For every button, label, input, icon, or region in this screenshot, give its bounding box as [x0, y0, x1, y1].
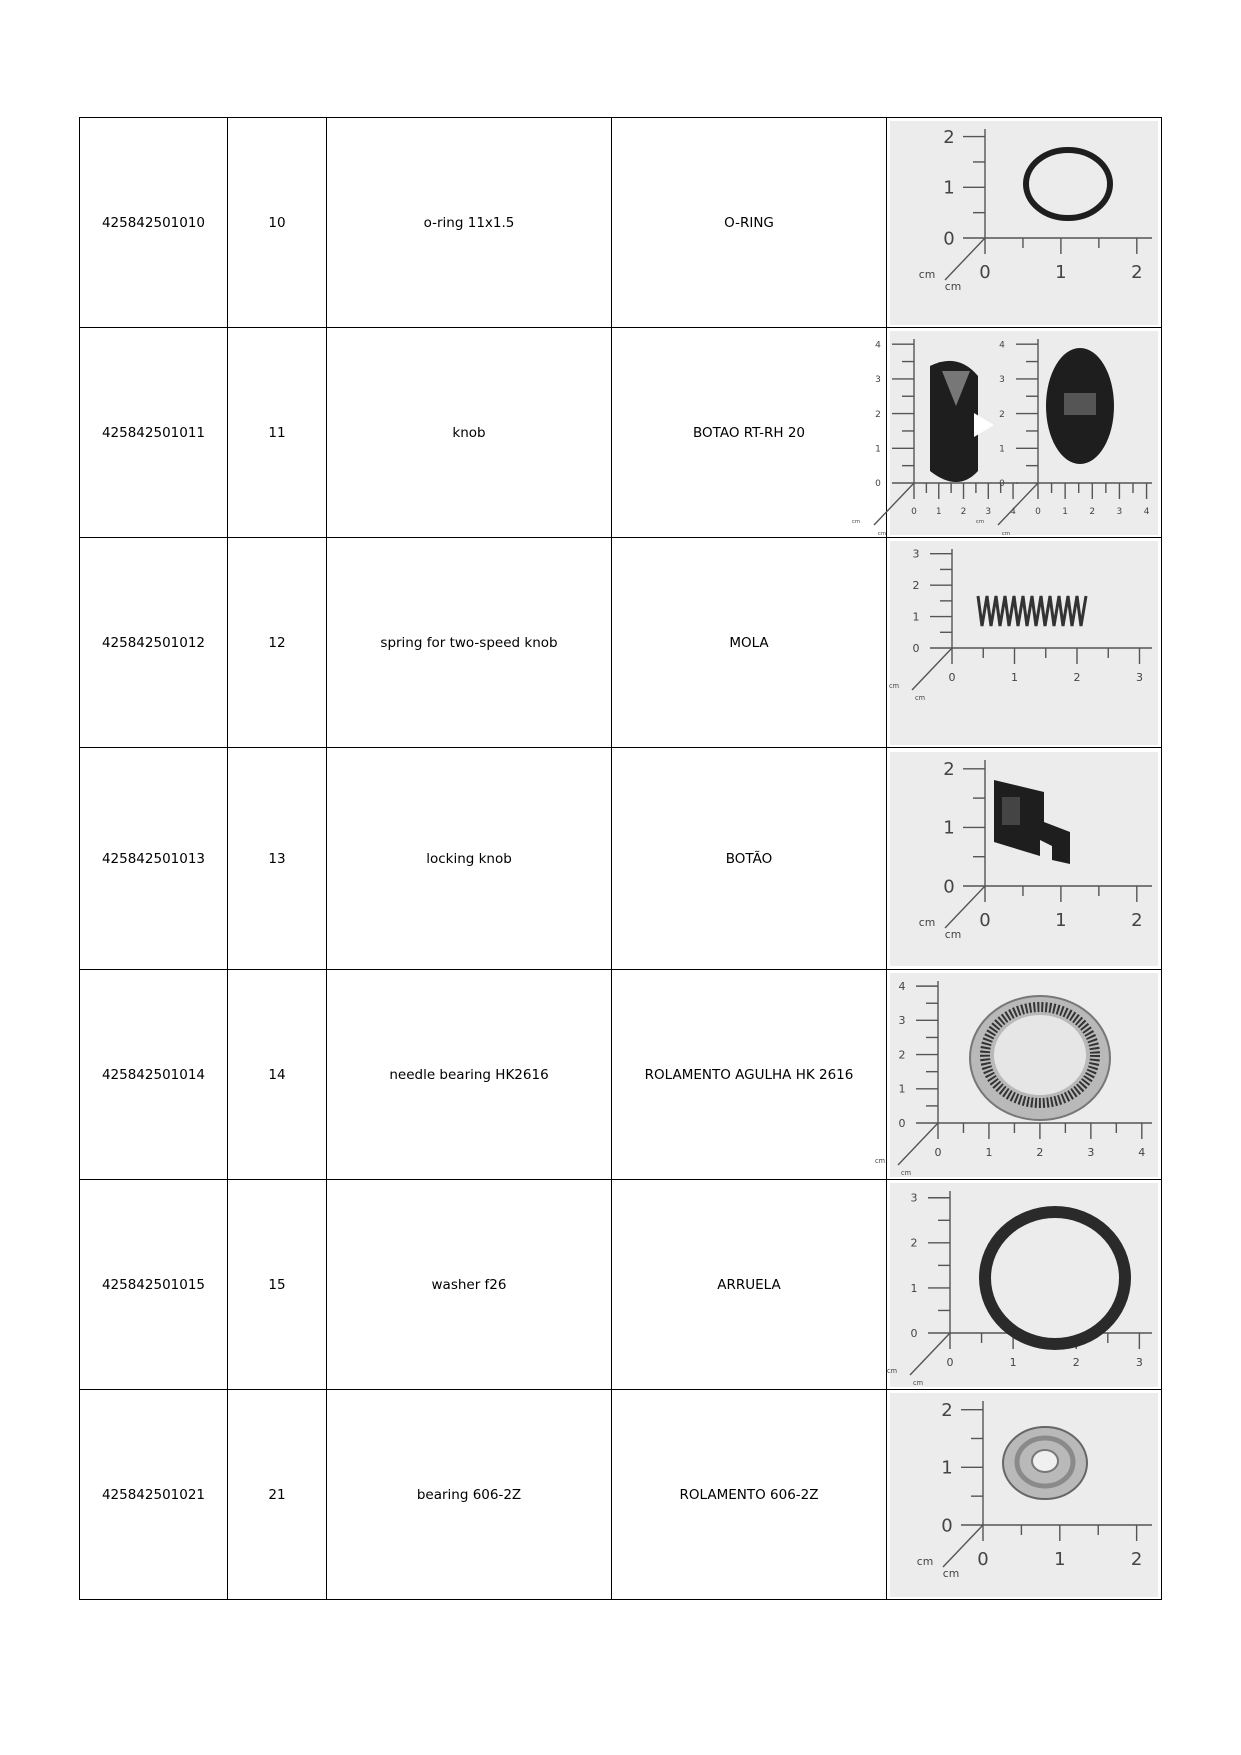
ruler-unit-label: cm: [874, 1156, 886, 1165]
position-number: 13: [228, 748, 327, 970]
description-en: washer f26: [327, 1180, 612, 1390]
ruler-y-label: 1: [910, 1281, 918, 1295]
ruler-x-label: 3: [1087, 1145, 1095, 1159]
ruler-x-label: 3: [985, 506, 992, 517]
ruler-y-label: 2: [943, 126, 955, 148]
ruler-unit-label: cm: [944, 279, 962, 293]
table-row: [80, 748, 1162, 970]
ruler-y-label: 2: [898, 1047, 906, 1061]
ruler-y-label: 0: [875, 478, 881, 489]
ruler-x-label: 1: [1054, 1548, 1066, 1570]
ruler-x-label: 4: [1143, 506, 1150, 517]
ruler-y-label: 0: [912, 641, 920, 655]
ruler-unit-label: cm: [886, 1366, 898, 1375]
description-en: bearing 606-2Z: [327, 1390, 612, 1600]
ruler-y-label: 1: [898, 1082, 906, 1096]
position-number: 14: [228, 970, 327, 1180]
ruler-x-label: 2: [1131, 261, 1143, 283]
description-pt: ROLAMENTO 606-2Z: [612, 1390, 887, 1600]
ruler-x-label: 1: [1062, 506, 1069, 517]
part-number: 425842501015: [80, 1180, 228, 1390]
ruler-y-label: 0: [943, 227, 955, 249]
position-number: 15: [228, 1180, 327, 1390]
ruler-unit-label: cm: [877, 530, 887, 537]
washer-hole: [991, 1218, 1119, 1338]
ruler-x-label: 0: [946, 1355, 954, 1369]
ruler-x-label: 4: [1010, 506, 1016, 517]
photo-background: [890, 541, 1158, 745]
ruler-x-label: 4: [1138, 1145, 1146, 1159]
part-photo-bearing: [890, 1393, 1158, 1597]
ruler-y-label: 3: [999, 374, 1005, 385]
table-row: [80, 1180, 1162, 1390]
ruler-y-label: 2: [912, 578, 920, 592]
ruler-y-label: 1: [912, 609, 920, 623]
ruler-x-label: 1: [1055, 909, 1067, 931]
description-pt: MOLA: [612, 538, 887, 748]
ruler-unit-label: cm: [851, 518, 861, 525]
ruler-y-label: 2: [910, 1236, 918, 1250]
ruler-y-label: 1: [943, 177, 955, 199]
part-number: 425842501010: [80, 118, 228, 328]
part-photo-locking-knob: [890, 752, 1158, 966]
locking-knob-hole: [1002, 797, 1020, 825]
ruler-y-label: 2: [999, 409, 1005, 420]
ruler-y-label: 0: [941, 1514, 953, 1536]
ruler-y-label: 3: [898, 1013, 906, 1027]
description-en: locking knob: [327, 748, 612, 970]
ruler-y-label: 0: [999, 478, 1005, 489]
photo-background: [890, 121, 1158, 325]
ruler-unit-label: cm: [918, 915, 936, 929]
table-row: [80, 538, 1162, 748]
ruler-x-label: 2: [1089, 506, 1096, 517]
ruler-unit-label: cm: [942, 1566, 960, 1580]
part-number: 425842501014: [80, 970, 228, 1180]
position-number: 12: [228, 538, 327, 748]
part-number: 425842501011: [80, 328, 228, 538]
ruler-x-label: 1: [985, 1145, 993, 1159]
ruler-x-label: 0: [979, 261, 991, 283]
ruler-unit-label: cm: [944, 927, 962, 941]
ruler-unit-label: cm: [912, 1378, 924, 1387]
ruler-x-label: 2: [1072, 1355, 1080, 1369]
ruler-y-label: 2: [941, 1399, 953, 1421]
ruler-y-label: 3: [910, 1191, 918, 1205]
ruler-x-label: 2: [1131, 909, 1143, 931]
ruler-x-label: 0: [911, 506, 917, 517]
ruler-x-label: 3: [1116, 506, 1123, 517]
description-pt: BOTÃO: [612, 748, 887, 970]
ruler-x-label: 0: [934, 1145, 942, 1159]
photo-background: [890, 752, 1158, 966]
table-row: [80, 970, 1162, 1180]
part-photo-knob: [851, 331, 1158, 537]
ruler-unit-label: cm: [900, 1168, 912, 1177]
position-number: 10: [228, 118, 327, 328]
ruler-y-label: 2: [943, 758, 955, 780]
part-number: 425842501013: [80, 748, 228, 970]
ruler-unit-label: cm: [916, 1554, 934, 1568]
position-number: 11: [228, 328, 327, 538]
ruler-x-label: 1: [1011, 670, 1018, 684]
ruler-y-label: 4: [898, 979, 906, 993]
ruler-y-label: 2: [875, 409, 881, 420]
position-number: 21: [228, 1390, 327, 1600]
part-number: 425842501021: [80, 1390, 228, 1600]
description-pt: ARRUELA: [612, 1180, 887, 1390]
description-en: needle bearing HK2616: [327, 970, 612, 1180]
description-pt: ROLAMENTO AGULHA HK 2616: [612, 970, 887, 1180]
ruler-unit-label: cm: [918, 267, 936, 281]
ruler-x-label: 2: [1036, 1145, 1044, 1159]
ruler-y-label: 0: [910, 1326, 918, 1340]
parts-table: [79, 117, 1162, 1600]
part-photo-needle-bearing: [874, 973, 1158, 1177]
ruler-x-label: 1: [935, 506, 942, 517]
ruler-x-label: 0: [1035, 506, 1041, 517]
part-photo-oring: [890, 121, 1158, 325]
ruler-y-label: 1: [941, 1457, 953, 1479]
ruler-unit-label: cm: [888, 681, 900, 690]
description-pt: BOTAO RT-RH 20: [612, 328, 887, 538]
table-row: [80, 118, 1162, 328]
knob-back-detail: [1064, 393, 1096, 415]
ruler-y-label: 1: [999, 443, 1005, 454]
ruler-x-label: 0: [948, 670, 956, 684]
ruler-y-label: 0: [898, 1116, 906, 1130]
ruler-y-label: 1: [875, 443, 881, 454]
ruler-x-label: 2: [1130, 1548, 1143, 1570]
ruler-x-label: 0: [977, 1548, 989, 1570]
ruler-unit-label: cm: [975, 518, 985, 525]
table-row: [80, 328, 1162, 538]
ruler-y-label: 4: [875, 339, 881, 350]
ruler-x-label: 3: [1135, 1355, 1143, 1369]
ruler-x-label: 2: [960, 506, 967, 517]
description-en: o-ring 11x1.5: [327, 118, 612, 328]
description-en: spring for two-speed knob: [327, 538, 612, 748]
ruler-y-label: 3: [875, 374, 881, 385]
part-photo-washer: [886, 1183, 1158, 1387]
part-number: 425842501012: [80, 538, 228, 748]
ruler-x-label: 2: [1073, 670, 1081, 684]
bearing-bore: [994, 1015, 1086, 1095]
ruler-y-label: 0: [943, 875, 955, 897]
ruler-y-label: 4: [999, 339, 1005, 350]
ruler-y-label: 3: [912, 547, 920, 561]
ruler-x-label: 0: [979, 909, 991, 931]
table-row: [80, 1390, 1162, 1600]
ruler-unit-label: cm: [1001, 530, 1011, 537]
ruler-x-label: 1: [1055, 261, 1067, 283]
description-en: knob: [327, 328, 612, 538]
description-pt: O-RING: [612, 118, 887, 328]
ruler-y-label: 1: [943, 817, 955, 839]
ruler-x-label: 3: [1136, 670, 1143, 684]
ruler-unit-label: cm: [914, 693, 926, 702]
bearing-bore: [1032, 1450, 1058, 1472]
ruler-x-label: 1: [1009, 1355, 1017, 1369]
part-photo-spring: [890, 541, 1158, 745]
